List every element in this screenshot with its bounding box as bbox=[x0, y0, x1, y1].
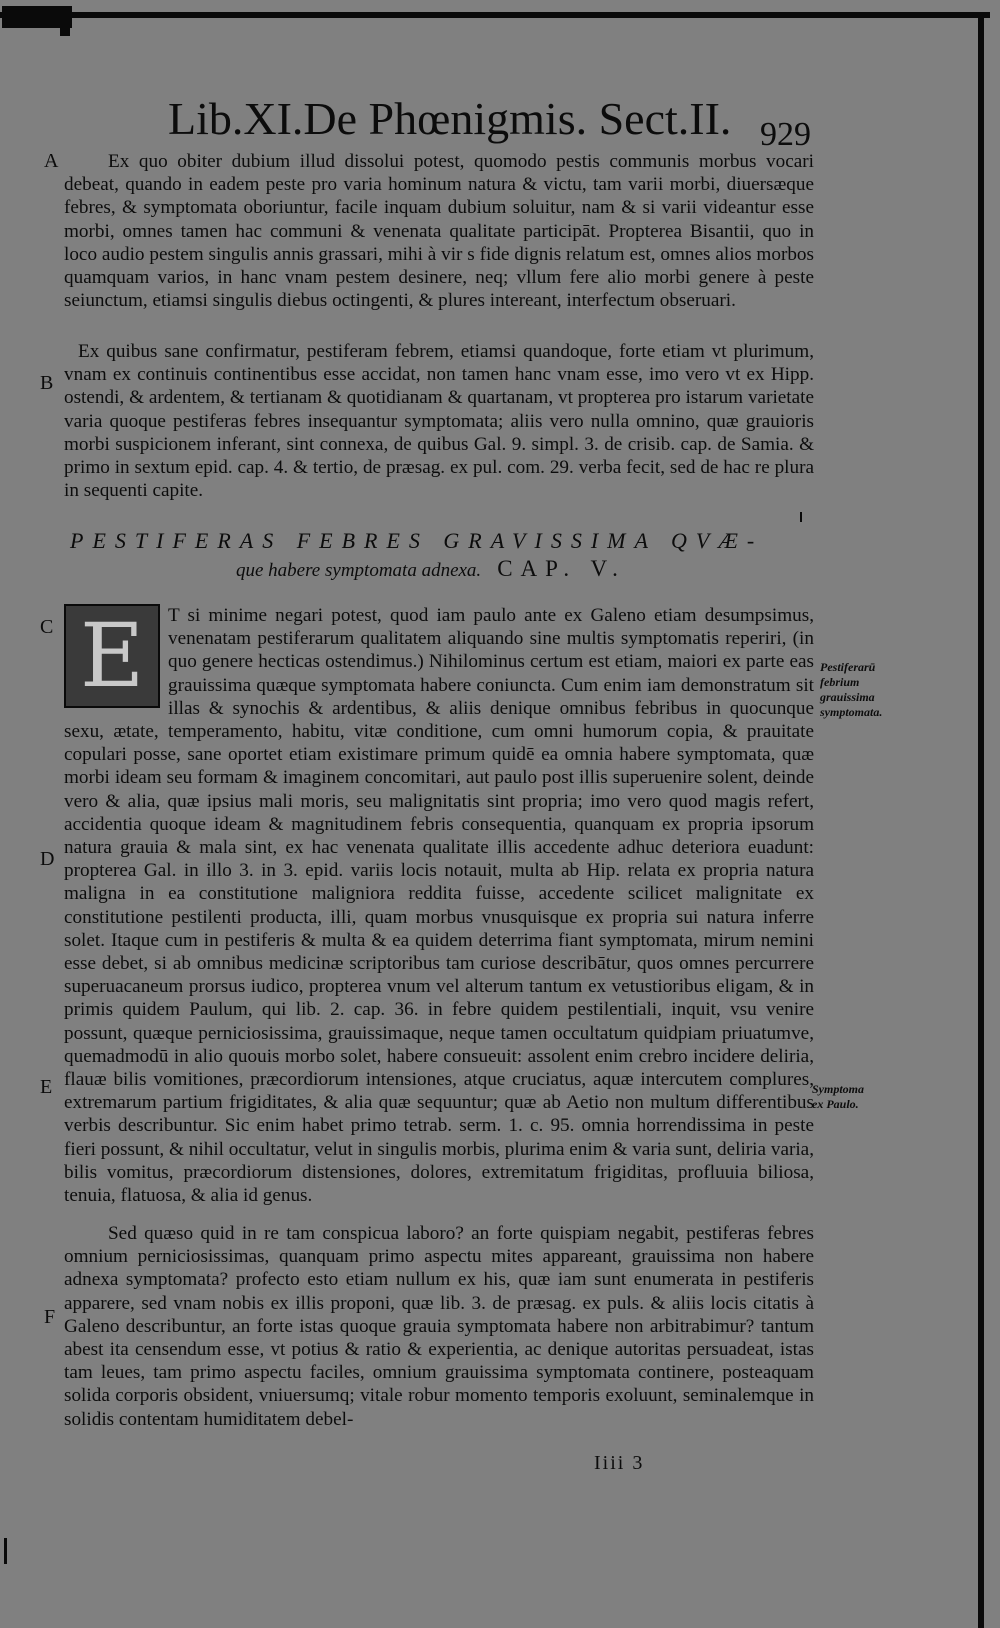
margin-letter-a: A bbox=[44, 150, 59, 172]
initial-spacer bbox=[64, 604, 168, 708]
paragraph-3-body: T si minime negari potest, quod iam paulo ante ex Galeno etiam desumpsimus, venenatam pestiferarum qualitatem aliquando sine multis symptomatis reperiri, (in quo genere hecticas ostendimus.) Nihilominus certum est etiam, maiori ex parte eas grauissima quæque symptomata habere coniuncta. Cum enim iam demonstratum sit illas & synochis & ardentibus, & aliis denique omnibus febribus in quocunque sexu, ætate, temperamento, habitu, vitæ conditione, cum omni humorum copia, & prauitate copulari posse, sane oportet etiam existimare primum quidē ea omnia habere symptomata, quæ morbi ideam seu formam & imaginem concomitari, aut paulo post illis superuenire solent, deinde vero & alia, quæ ipsius mali moris, seu malignitatis sint propria; imo vero quod magis refert, accidentia quoque ideam & magnitudinem febris consequentia, quanquam ex propria ipsorum natura grauia & mala sint, ex hac venenata qualitate illis accedente adhuc deteriora euadunt: propterea Gal. in illo 3. in 3. epid. variis locis notauit, multa ab Hip. relata ex propria natura maligna in ea constitutione maligniora reddita fuisse, accedente scilicet malignitate ex constitutione pestilenti producta, illi, quam morbus vnusquisque ex propria sui natura inferre solet. Itaque cum in pestiferis & multa & ea quidem deterrima fiant symptomata, mirum nemini esse debet, si ab omnibus medicinæ scriptoribus tam curiose describātur, quos omnes percurrere superuacaneum prorsus iudico, propterea vnum vel alterum tantum ex vetustioribus eligam, & in primis quidem Paulum, qui lib. 2. cap. 36. in febre quidem pestilentiali, inquit, vsu venire possunt, quæque perniciosissima, grauissimaque, neque tamen occultatum quidpiam priuatumve, quemadmodū in alio quouis morbo solet, habere consueuit: assolent enim crebro incidere deliria, flauæ bilis vomitiones, præcordiorum intensiones, atque cruciatus, aquæ intercutem complures, extremarum partium frigiditates, & alia quæ sequuntur; quæ ab Aetio non multum differentibus verbis describuntur. Sic enim habet primo tetrab. serm. 1. c. 95. omnia horrendissima in peste fieri possunt, & nihil occultatur, velut in singulis morbis, plurima enim & varia sunt, deliria varia, bilis vomitus, præcordiorum distensiones, dolores, extremitatum frigiditas, profluuia biliosa, tenuia, flatuosa, & alia id genus. bbox=[64, 605, 814, 1207]
paragraph-2 bbox=[64, 340, 814, 502]
page-right-border bbox=[978, 12, 984, 1628]
running-header: Lib.XI.De Phœnigmis. Sect.II. bbox=[168, 93, 732, 144]
chapter-subheading bbox=[236, 556, 626, 582]
paragraph-4-text: Sed quæso quid in re tam conspicua laboro? an forte quispiam negabit, pestiferas febres omnium perniciosissimas, quanquam primo aspectu mites appareant, grauissima non habere adnexa symptomata? profecto esto etiam nullum ex his, quæ iam sunt enumerata in pestiferis apparere, sed vnam nobis ex illis proponi, quæ lib. 3. de præsag. ex puls. & aliis locis citatis à Galeno describuntur, an forte istas quoque grauia symptomata habere non arbitrabimur? tantum abest ita censendum esse, vt potius & ratio & experientia, ac denique autoritas persuadeat, istas tam leues, tam primo aspectu faciles, omnium grauissima symptomata continere, posteaquam solida corporis obsident, vniuersumq; vitale robur momento temporis exoluunt, seminalemque in solidis contentam humiditatem debel- bbox=[64, 1223, 814, 1430]
page-top-border bbox=[0, 12, 990, 18]
stray-mark bbox=[4, 1538, 7, 1564]
paragraph-4 bbox=[64, 1222, 814, 1431]
paragraph-2-text: Ex quibus sane confirmatur, pestiferam febrem, etiamsi quandoque, forte etiam vt plurimum, vnam ex continuis continentibus esse accidat, non tamen hanc vnam esse, imo vero vt ex Hipp. ostendi, & ardentem, & tertianam & quotidianam & quartanam, vt propterea pro istarum varietate varia quoque pestiferas febres insequantur symptomata; aliis vero nulla omnino, quæ grauioris morbi suspicionem inferant, sint connexa, de quibus Gal. 9. simpl. 3. de crisib. cap. de Samia. & primo in sextum epid. cap. 4. & tertio, de præsag. ex pul. com. 29. verba fecit, sed de hac re plura in sequenti capite. bbox=[64, 341, 814, 502]
paragraph-3-text bbox=[64, 604, 814, 1207]
page-number: 929 bbox=[760, 116, 811, 153]
paragraph-1 bbox=[64, 150, 814, 312]
margin-letter-f: F bbox=[44, 1306, 56, 1328]
chapter-label: CAP. V. bbox=[497, 556, 626, 581]
paragraph-3 bbox=[64, 604, 814, 1207]
paragraph-1-text: Ex quo obiter dubium illud dissolui potest, quomodo pestis communis morbus vocari debeat, quando in eadem peste pro varia hominum natura & victu, tam varii morbi, diuersæque febres, & symptomata oboriuntur, facile inquam dubium soluitur, nam & si varii videantur esse morbi, omnes tamen hac communi & venenata qualitate participāt. Propterea Bisantii, quo in loco audio pestem singulis annis grassari, mihi à vir s fide dignis relatum est, omnes alios morbos quamquam varios, in hanc vnam pestem desinere, neq; vllum fere alio morbi genere à peste seiunctum, etiamsi singulis diebus octingenti, & plures intereant, interfectum obseruari. bbox=[64, 151, 814, 312]
stray-mark bbox=[800, 512, 802, 522]
chapter-heading: PESTIFERAS FEBRES GRAVISSIMA QVÆ- bbox=[70, 528, 764, 553]
margin-letter-c: C bbox=[40, 616, 54, 638]
initial-letter: E bbox=[80, 604, 145, 707]
chapter-subheading-text: que habere symptomata adnexa. bbox=[236, 560, 482, 581]
page-edge-mark bbox=[60, 16, 70, 36]
margin-letter-b: B bbox=[40, 372, 54, 394]
margin-letter-d: D bbox=[40, 848, 55, 870]
margin-letter-e: E bbox=[40, 1076, 53, 1098]
catchword: Iiii 3 bbox=[594, 1452, 645, 1474]
marginal-note-1: Pestiferarū febrium grauissima symptomata. bbox=[820, 660, 883, 719]
marginal-note-2: Symptoma ex Paulo. bbox=[812, 1082, 865, 1111]
